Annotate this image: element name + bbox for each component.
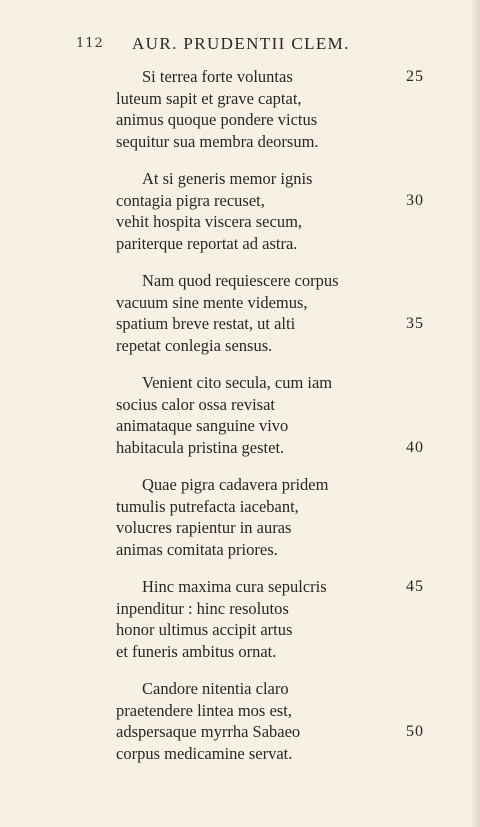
stanza [116,576,456,662]
verse-line [116,517,456,539]
verse-text: et funeris ambitus ornat. [116,641,277,661]
verse-line [116,372,456,394]
page-header [76,34,382,56]
verse-line [116,313,456,335]
stanza [116,678,456,764]
verse-text: tumulis putrefacta iacebant, [116,496,299,516]
verse-line [116,190,456,212]
verse-text: inpenditur : hinc resolutos [116,598,289,618]
verse-line [116,641,456,663]
line-number: 40 [406,438,424,456]
verse-text: adspersaque myrrha Sabaeo [116,722,301,741]
verse-line [116,415,456,437]
verse-line [116,437,456,459]
line-number: 25 [406,68,424,85]
verse-line [116,270,456,292]
verse-text: Candore nitentia claro [142,679,289,698]
verse-text: socius calor ossa revisat [116,394,275,414]
line-number: 35 [406,315,424,332]
verse-line [116,109,456,131]
verse-text: animataque sanguine vivo [116,416,289,435]
verse-line [116,700,456,722]
verse-text: vehit hospita viscera secum, [116,212,303,231]
line-number: 30 [406,191,424,209]
verse-line [116,292,456,314]
stanza [116,168,456,254]
verse-line [116,743,456,765]
verse-text: praetendere lintea mos est, [116,700,292,720]
verse-line [116,394,456,416]
verse-text: Hinc maxima cura sepulcris [142,577,327,596]
verse-line [116,211,456,233]
verse-line [116,721,456,743]
verse-line [116,66,456,88]
verse-line [116,474,456,496]
stanza [116,66,456,152]
verse-text: At si generis memor ignis [142,169,313,188]
verse-line [116,598,456,620]
verse-text: pariterque reportat ad astra. [116,233,298,253]
page-edge-shadow [470,0,480,827]
verse-text: luteum sapit et grave captat, [116,88,302,108]
verse-line [116,88,456,110]
verse-line [116,619,456,641]
verse-text: animus quoque pondere victus [116,110,318,129]
verse-line [116,539,456,561]
verse-line [116,131,456,153]
verse-text: animas comitata priores. [116,539,278,559]
verse-line [116,496,456,518]
verse-line [116,233,456,255]
line-number: 50 [406,723,424,740]
verse-text: Nam quod requiescere corpus [142,271,339,290]
verse-line [116,678,456,700]
verse-text: Venient cito secula, cum iam [142,373,333,392]
verse-text: Quae pigra cadavera pridem [142,475,329,494]
verse-text: vacuum sine mente videmus, [116,292,308,312]
verse-line [116,576,456,598]
line-number: 45 [406,578,424,595]
verse-line [116,335,456,357]
verse-text: volucres rapientur in auras [116,518,292,537]
page-number: 112 [76,36,104,51]
verse-text: habitacula pristina gestet. [116,437,285,457]
verse-text: honor ultimus accipit artus [116,620,293,639]
stanza [116,270,456,356]
running-head: AUR. PRUDENTII CLEM. [132,34,350,53]
verse-text: corpus medicamine servat. [116,743,293,763]
verse-text: sequitur sua membra deorsum. [116,131,319,151]
verse-text: spatium breve restat, ut alti [116,314,296,333]
verse-text: repetat conlegia sensus. [116,335,273,355]
stanza [116,372,456,458]
verse-text: Si terrea forte voluntas [142,67,293,86]
stanza [116,474,456,560]
verse-text: contagia pigra recuset, [116,190,265,210]
verse-line [116,168,456,190]
